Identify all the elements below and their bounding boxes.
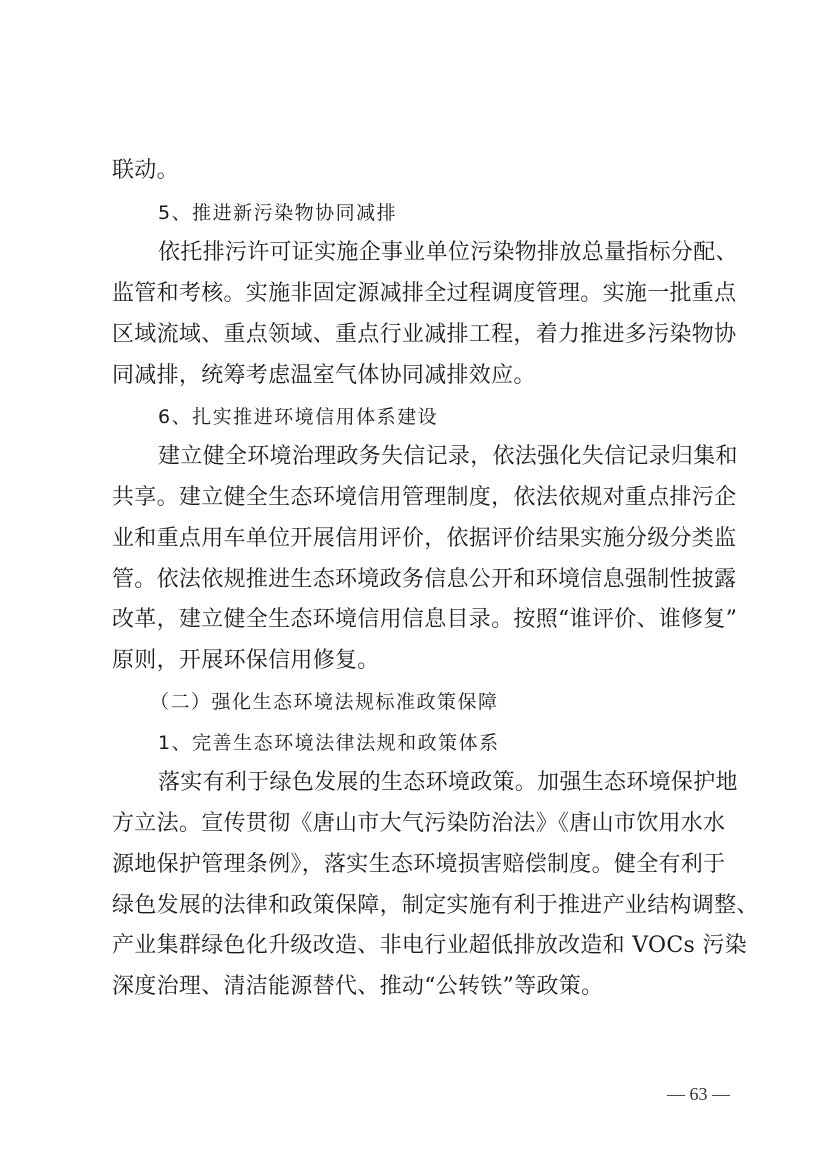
body-text-line: 管。依法依规推进生态环境政务信息公开和环境信息强制性披露	[112, 567, 737, 592]
chapter-heading-2: （二）强化生态环境法规标准政策保障	[150, 691, 499, 713]
body-text-line: 改革，建立健全生态环境信用信息目录。按照“谁评价、谁修复”	[112, 607, 738, 632]
body-text-line: 落实有利于绿色发展的生态环境政策。加强生态环境保护地	[158, 770, 738, 795]
section-heading-1: 1、完善生态环境法律法规和政策体系	[158, 732, 500, 754]
body-text-line: 业和重点用车单位开展信用评价，依据评价结果实施分级分类监	[112, 526, 737, 551]
body-text-line: 原则，开展环保信用修复。	[112, 648, 380, 673]
body-text-line: 源地保护管理条例》，落实生态环境损害赔偿制度。健全有利于	[112, 852, 726, 877]
section-heading-6: 6、扎实推进环境信用体系建设	[158, 406, 439, 428]
body-text-line: 监管和考核。实施非固定源减排全过程调度管理。实施一批重点	[112, 281, 737, 306]
body-text-line: 区域流域、重点领域、重点行业减排工程，着力推进多污染物协	[112, 322, 737, 347]
body-text-line: 方立法。宣传贯彻《唐山市大气污染防治法》《唐山市饮用水水	[112, 811, 726, 836]
body-text-line: 绿色发展的法律和政策保障，制定实施有利于推进产业结构调整、	[112, 893, 759, 918]
body-text-line: 产业集群绿色化升级改造、非电行业超低排放改造和 VOCs 污染	[112, 933, 747, 958]
body-text-line: 同减排，统筹考虑温室气体协同减排效应。	[112, 363, 536, 388]
body-text-line: 依托排污许可证实施企事业单位污染物排放总量指标分配、	[158, 240, 738, 265]
body-text-line: 联动。	[112, 158, 179, 183]
section-heading-5: 5、推进新污染物协同减排	[158, 202, 398, 224]
body-text-line: 建立健全环境治理政务失信记录，依法强化失信记录归集和	[158, 444, 738, 469]
body-text-line: 共享。建立健全生态环境信用管理制度，依法依规对重点排污企	[112, 485, 737, 510]
page-number: — 63 —	[667, 1084, 730, 1104]
body-text-line: 深度治理、清洁能源替代、推动“公转铁”等政策。	[112, 974, 604, 999]
